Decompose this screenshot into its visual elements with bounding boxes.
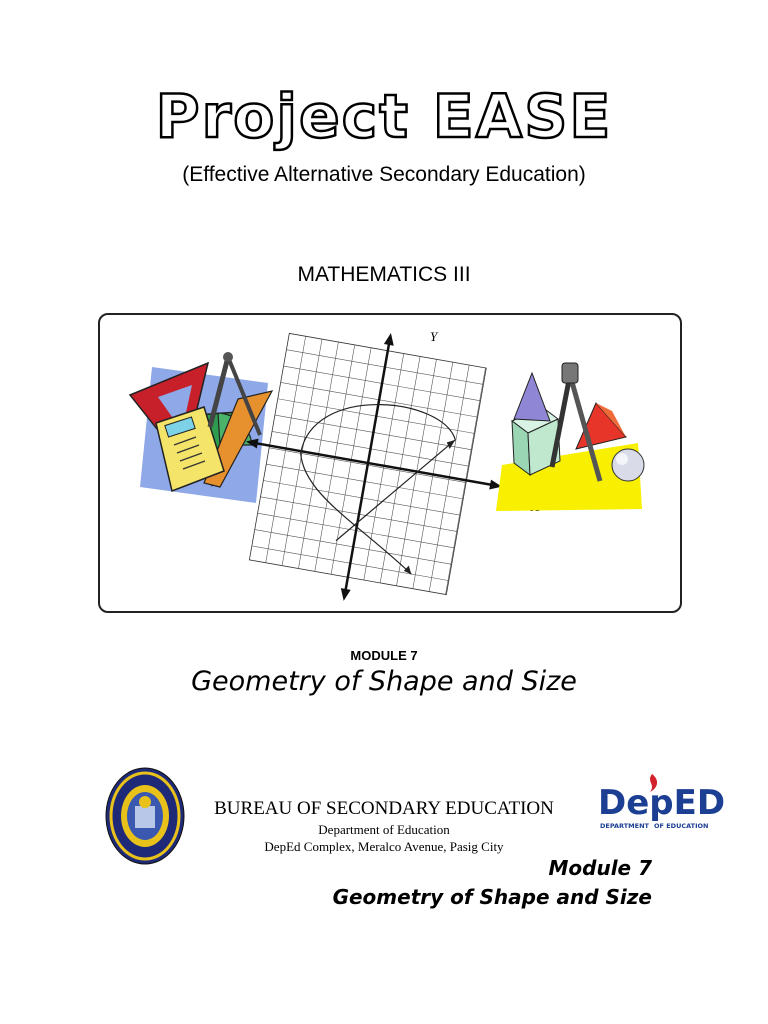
cover-illustration — [100, 315, 680, 611]
department-name: Department of Education — [318, 822, 450, 837]
geometric-solids-icon — [496, 363, 644, 511]
subject-heading: MATHEMATICS III — [297, 263, 471, 286]
module-label: MODULE 7 — [350, 648, 418, 663]
y-axis-label: Y — [430, 329, 438, 344]
bureau-name: BUREAU OF SECONDARY EDUCATION — [214, 798, 554, 819]
deped-logo-text: DepED — [598, 783, 726, 823]
department-address: DepEd Complex, Meralco Avenue, Pasig City — [264, 839, 504, 854]
page-title: Project EASE — [155, 82, 613, 152]
cover-illustration-frame — [98, 313, 682, 613]
footer-module-label: Module 7 — [548, 856, 652, 880]
deped-logo — [596, 770, 726, 837]
page-subtitle: (Effective Alternative Secondary Education) — [182, 163, 586, 186]
bureau-seal-logo — [104, 766, 186, 871]
deped-logo-subtext-left: DEPARTMENT — [600, 822, 649, 830]
deped-logo-subtext-right: OF EDUCATION — [654, 822, 709, 830]
footer-module-title: Geometry of Shape and Size — [332, 885, 652, 909]
module-title: Geometry of Shape and Size — [191, 666, 577, 697]
coordinate-grid — [222, 311, 525, 624]
geometry-tools-icon — [130, 352, 272, 503]
